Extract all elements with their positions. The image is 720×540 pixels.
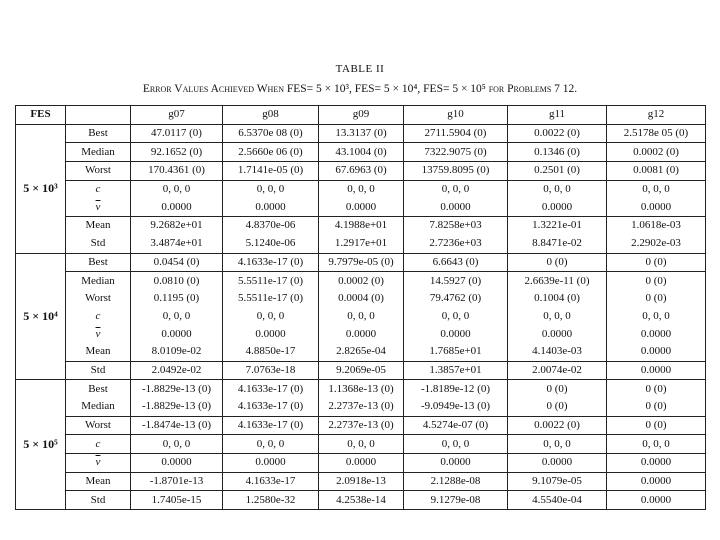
cell-value: 0.0000 <box>131 198 223 216</box>
cell-value: 7.8258e+03 <box>404 217 508 235</box>
cell-value: 2.8265e-04 <box>319 343 404 361</box>
table-row <box>16 180 706 198</box>
cell-value: 0, 0, 0 <box>508 180 607 198</box>
stat-label: $\overline{v}$ <box>66 454 131 473</box>
cell-value: 1.1368e-13 (0) <box>319 380 404 398</box>
cell-value: 0, 0, 0 <box>131 435 223 454</box>
cell-value: 0, 0, 0 <box>508 435 607 454</box>
table-row <box>16 472 706 491</box>
stat-label: Mean <box>66 343 131 361</box>
table-row <box>16 143 706 162</box>
header-g10: g10 <box>404 106 508 125</box>
stat-label: Median <box>66 398 131 416</box>
cell-value: 4.1403e-03 <box>508 343 607 361</box>
cell-value: 0 (0) <box>607 290 706 308</box>
cell-value: -1.8189e-12 (0) <box>404 380 508 398</box>
table-caption: Error Values Achieved When FES= 5 × 10³, FES= 5 × 10⁴, FES= 5 × 10⁵ for Problems 7 12. <box>142 83 578 95</box>
cell-value: 9.7979e-05 (0) <box>319 253 404 272</box>
cell-value: 92.1652 (0) <box>131 143 223 162</box>
cell-value: 0, 0, 0 <box>131 180 223 198</box>
cell-value: 2711.5904 (0) <box>404 124 508 143</box>
table-row <box>16 290 706 308</box>
cell-value: 0.1346 (0) <box>508 143 607 162</box>
table-row <box>16 198 706 216</box>
cell-value: 4.1633e-17 (0) <box>223 380 319 398</box>
stat-label: Median <box>66 143 131 162</box>
cell-value: 0 (0) <box>607 272 706 290</box>
header-g12: g12 <box>607 106 706 125</box>
table-row <box>16 343 706 361</box>
cell-value: 8.0109e-02 <box>131 343 223 361</box>
table-title: TABLE II <box>335 63 385 75</box>
stat-label: Mean <box>66 217 131 235</box>
cell-value: 0.0000 <box>223 454 319 473</box>
cell-value: 0.0000 <box>131 325 223 343</box>
stat-label: Median <box>66 272 131 290</box>
cell-value: 0 (0) <box>607 253 706 272</box>
cell-value: 0, 0, 0 <box>223 180 319 198</box>
cell-value: 0.0002 (0) <box>607 143 706 162</box>
cell-value: 0.0000 <box>508 325 607 343</box>
cell-value: 0, 0, 0 <box>131 308 223 326</box>
cell-value: 0.2501 (0) <box>508 162 607 181</box>
cell-value: 0 (0) <box>508 398 607 416</box>
cell-value: 0.0000 <box>607 198 706 216</box>
cell-value: 4.2538e-14 <box>319 491 404 510</box>
header-stat <box>66 106 131 125</box>
cell-value: 14.5927 (0) <box>404 272 508 290</box>
cell-value: 4.1633e-17 <box>223 472 319 491</box>
cell-value: 1.7141e-05 (0) <box>223 162 319 181</box>
cell-value: 0.0000 <box>319 198 404 216</box>
cell-value: 13.3137 (0) <box>319 124 404 143</box>
cell-value: 2.6639e-11 (0) <box>508 272 607 290</box>
cell-value: 0, 0, 0 <box>319 180 404 198</box>
cell-value: 0.0000 <box>404 198 508 216</box>
cell-value: 0.0000 <box>607 472 706 491</box>
cell-value: 0.0000 <box>404 454 508 473</box>
cell-value: 5.1240e-06 <box>223 235 319 253</box>
cell-value: 0, 0, 0 <box>404 435 508 454</box>
cell-value: 1.3857e+01 <box>404 361 508 380</box>
table-row <box>16 361 706 380</box>
header-row <box>16 106 706 125</box>
cell-value: 0.0000 <box>404 325 508 343</box>
cell-value: 0.0000 <box>223 198 319 216</box>
header-g09: g09 <box>319 106 404 125</box>
cell-value: 0 (0) <box>607 416 706 435</box>
cell-value: -1.8829e-13 (0) <box>131 380 223 398</box>
cell-value: 0.0810 (0) <box>131 272 223 290</box>
cell-value: 3.4874e+01 <box>131 235 223 253</box>
cell-value: 4.8370e-06 <box>223 217 319 235</box>
cell-value: 4.1633e-17 (0) <box>223 398 319 416</box>
fes-block-label: 5 × 10⁴ <box>16 253 66 380</box>
cell-value: 2.5178e 05 (0) <box>607 124 706 143</box>
stat-label: Std <box>66 235 131 253</box>
stat-label: Best <box>66 380 131 398</box>
header-g07: g07 <box>131 106 223 125</box>
stat-label: Worst <box>66 416 131 435</box>
cell-value: 0.0000 <box>319 454 404 473</box>
stat-label: Worst <box>66 290 131 308</box>
cell-value: 4.1988e+01 <box>319 217 404 235</box>
cell-value: 2.0918e-13 <box>319 472 404 491</box>
cell-value: 1.0618e-03 <box>607 217 706 235</box>
cell-value: 9.1079e-05 <box>508 472 607 491</box>
stat-label: c <box>66 308 131 326</box>
cell-value: 0, 0, 0 <box>223 435 319 454</box>
cell-value: 0.1195 (0) <box>131 290 223 308</box>
cell-value: 0.0454 (0) <box>131 253 223 272</box>
cell-value: 67.6963 (0) <box>319 162 404 181</box>
table-row <box>16 325 706 343</box>
cell-value: 2.0074e-02 <box>508 361 607 380</box>
table-row <box>16 217 706 235</box>
cell-value: 2.2737e-13 (0) <box>319 416 404 435</box>
stat-label: Mean <box>66 472 131 491</box>
table-row <box>16 124 706 143</box>
cell-value: 0.0000 <box>223 325 319 343</box>
cell-value: 0, 0, 0 <box>319 435 404 454</box>
cell-value: 4.5274e-07 (0) <box>404 416 508 435</box>
cell-value: 4.5540e-04 <box>508 491 607 510</box>
stat-label: Best <box>66 253 131 272</box>
cell-value: 0.0022 (0) <box>508 416 607 435</box>
cell-value: 9.1279e-08 <box>404 491 508 510</box>
cell-value: -1.8701e-13 <box>131 472 223 491</box>
cell-value: -9.0949e-13 (0) <box>404 398 508 416</box>
cell-value: 2.0492e-02 <box>131 361 223 380</box>
table-row <box>16 416 706 435</box>
cell-value: 2.7236e+03 <box>404 235 508 253</box>
cell-value: 0.0081 (0) <box>607 162 706 181</box>
cell-value: 4.8850e-17 <box>223 343 319 361</box>
cell-value: -1.8474e-13 (0) <box>131 416 223 435</box>
stat-label: Std <box>66 491 131 510</box>
cell-value: 0.0004 (0) <box>319 290 404 308</box>
cell-value: 0.0000 <box>607 491 706 510</box>
cell-value: 4.1633e-17 (0) <box>223 253 319 272</box>
table-row <box>16 235 706 253</box>
cell-value: 0 (0) <box>508 253 607 272</box>
stat-label: Best <box>66 124 131 143</box>
header-g11: g11 <box>508 106 607 125</box>
cell-value: 1.7405e-15 <box>131 491 223 510</box>
cell-value: 0, 0, 0 <box>508 308 607 326</box>
cell-value: 0.0022 (0) <box>508 124 607 143</box>
cell-value: 0.0000 <box>607 361 706 380</box>
cell-value: 0, 0, 0 <box>319 308 404 326</box>
cell-value: 5.5511e-17 (0) <box>223 272 319 290</box>
cell-value: 1.2580e-32 <box>223 491 319 510</box>
cell-value: 0.0000 <box>319 325 404 343</box>
cell-value: 0, 0, 0 <box>607 308 706 326</box>
fes-block-label: 5 × 10⁵ <box>16 380 66 510</box>
cell-value: 6.5370e 08 (0) <box>223 124 319 143</box>
cell-value: 47.0117 (0) <box>131 124 223 143</box>
table-row <box>16 398 706 416</box>
cell-value: 9.2682e+01 <box>131 217 223 235</box>
stat-label: Worst <box>66 162 131 181</box>
cell-value: 0.1004 (0) <box>508 290 607 308</box>
fes-block-label: 5 × 10³ <box>16 124 66 253</box>
cell-value: 0.0000 <box>607 454 706 473</box>
table-row <box>16 253 706 272</box>
cell-value: 0, 0, 0 <box>607 180 706 198</box>
cell-value: 2.1288e-08 <box>404 472 508 491</box>
cell-value: 2.2902e-03 <box>607 235 706 253</box>
stat-label: c <box>66 435 131 454</box>
cell-value: -1.8829e-13 (0) <box>131 398 223 416</box>
cell-value: 0, 0, 0 <box>607 435 706 454</box>
cell-value: 5.5511e-17 (0) <box>223 290 319 308</box>
cell-value: 0.0000 <box>508 454 607 473</box>
table-row <box>16 380 706 398</box>
cell-value: 1.7685e+01 <box>404 343 508 361</box>
cell-value: 0.0000 <box>131 454 223 473</box>
stat-label: $\overline{v}$ <box>66 198 131 216</box>
cell-value: 9.2069e-05 <box>319 361 404 380</box>
cell-value: 0 (0) <box>607 398 706 416</box>
cell-value: 2.2737e-13 (0) <box>319 398 404 416</box>
header-g08: g08 <box>223 106 319 125</box>
table-row <box>16 308 706 326</box>
stat-label: Std <box>66 361 131 380</box>
table-row <box>16 454 706 473</box>
cell-value: 0, 0, 0 <box>223 308 319 326</box>
table-row <box>16 272 706 290</box>
table-row <box>16 491 706 510</box>
cell-value: 0.0000 <box>508 198 607 216</box>
cell-value: 79.4762 (0) <box>404 290 508 308</box>
cell-value: 0 (0) <box>607 380 706 398</box>
cell-value: 0, 0, 0 <box>404 180 508 198</box>
cell-value: 0.0002 (0) <box>319 272 404 290</box>
cell-value: 1.2917e+01 <box>319 235 404 253</box>
cell-value: 0, 0, 0 <box>404 308 508 326</box>
cell-value: 6.6643 (0) <box>404 253 508 272</box>
cell-value: 43.1004 (0) <box>319 143 404 162</box>
stat-label: $\overline{v}$ <box>66 325 131 343</box>
cell-value: 8.8471e-02 <box>508 235 607 253</box>
cell-value: 0.0000 <box>607 343 706 361</box>
cell-value: 1.3221e-01 <box>508 217 607 235</box>
cell-value: 7.0763e-18 <box>223 361 319 380</box>
cell-value: 4.1633e-17 (0) <box>223 416 319 435</box>
cell-value: 170.4361 (0) <box>131 162 223 181</box>
stat-label: c <box>66 180 131 198</box>
cell-value: 13759.8095 (0) <box>404 162 508 181</box>
results-table <box>15 105 706 510</box>
cell-value: 0 (0) <box>508 380 607 398</box>
table-row <box>16 162 706 181</box>
cell-value: 0.0000 <box>607 325 706 343</box>
cell-value: 7322.9075 (0) <box>404 143 508 162</box>
header-fes: FES <box>16 106 66 125</box>
cell-value: 2.5660e 06 (0) <box>223 143 319 162</box>
table-row <box>16 435 706 454</box>
